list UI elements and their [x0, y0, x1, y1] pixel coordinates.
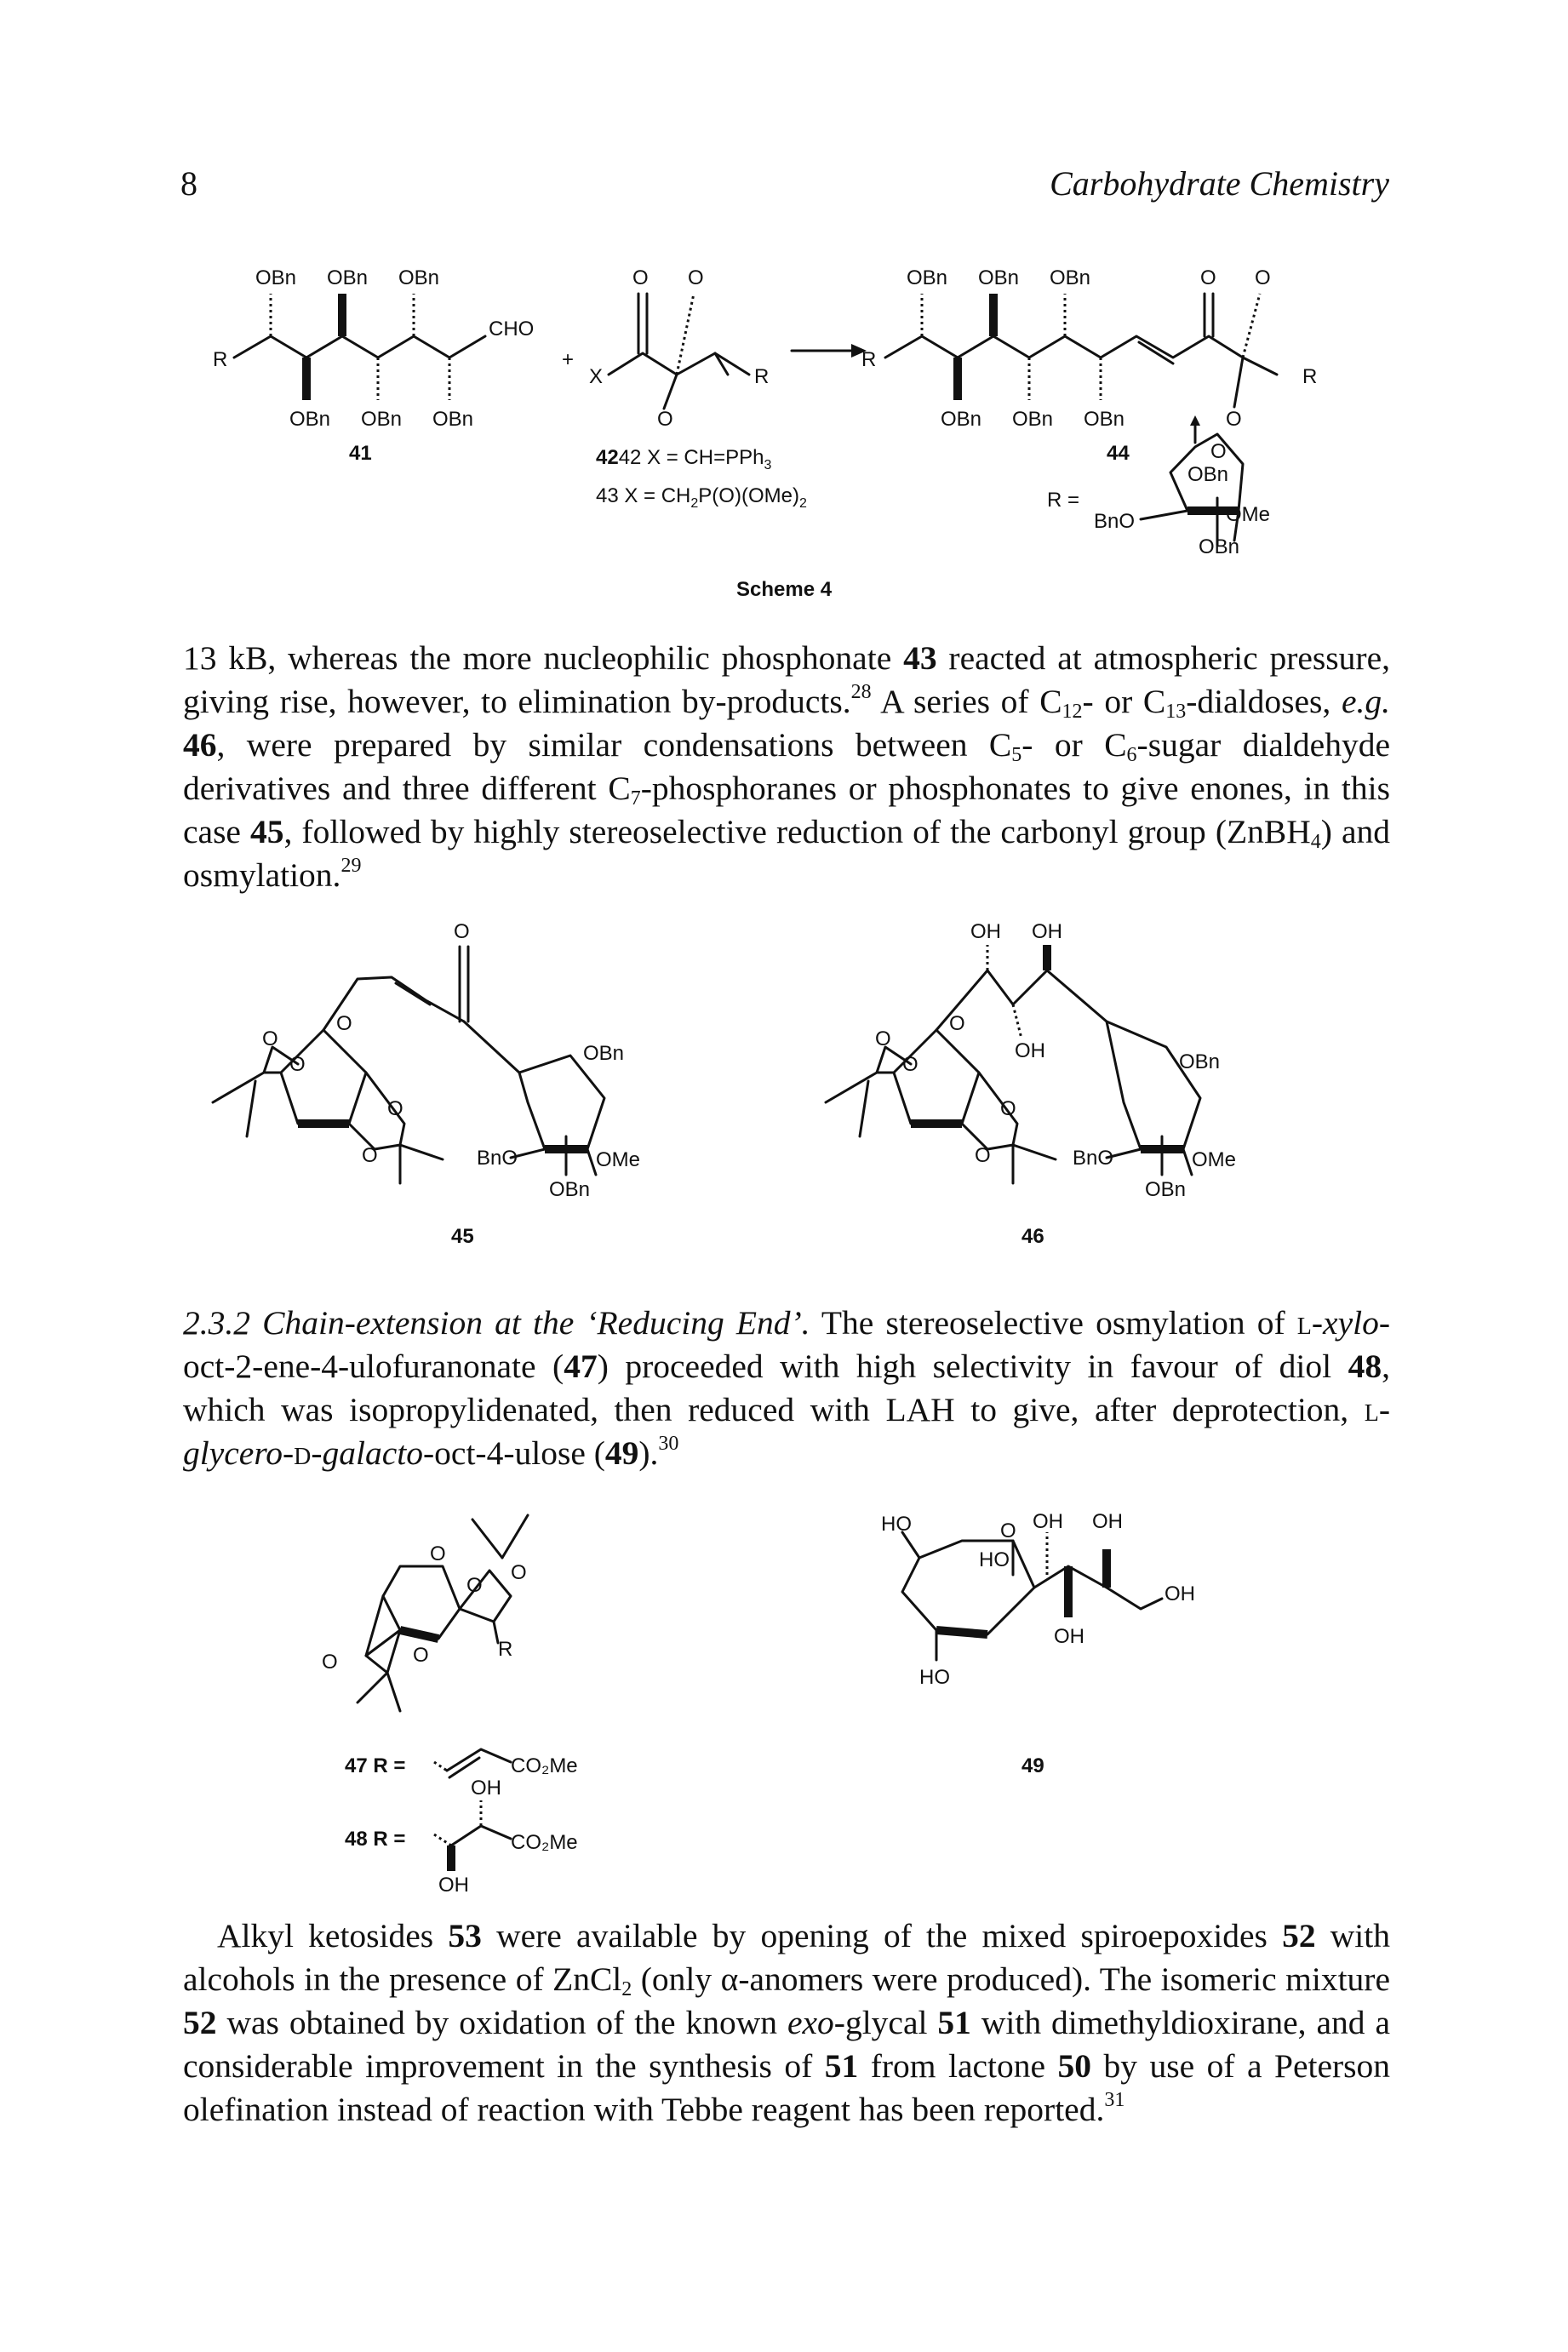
scheme-4-figure: [0, 0, 1568, 613]
label-o: O: [632, 266, 649, 289]
plus-sign: +: [562, 348, 575, 371]
structures-45-46-figure: [0, 919, 1568, 1260]
compound-42-definition: 4242 X = CH=PPh$_3$: [596, 446, 772, 472]
paragraph-3: Alkyl ketosides 53 were available by opening of the mixed spiroepoxides 52 with alcohols in the presence of ZnCl$_2$ (only α-anomers were produced). The isomeric mixture 52 was obtained by oxidation of the known exo-glycal 51 with dimethyldioxirane, and a considerable improvement in the synthesis of 51 from lactone 50 by use of a Peterson olefination instead of reaction with Tebbe reagent has been reported.$^{31}$: [183, 1917, 1391, 2128]
label-o: O: [688, 266, 704, 289]
label-oh: OH: [471, 1777, 501, 1800]
label-obn: OBn: [978, 266, 1020, 289]
label-o: O: [466, 1574, 483, 1597]
label-obn: OBn: [361, 408, 403, 431]
compound-49-structure: [881, 1510, 1195, 1777]
label-o: O: [1226, 408, 1242, 431]
label-oh: OH: [1054, 1625, 1084, 1648]
page-number: 8: [180, 164, 197, 203]
reagent-42-43-structure: [589, 266, 807, 511]
label-o: O: [1255, 266, 1271, 289]
structures-47-49-figure: [0, 1490, 1568, 1898]
compound-45-number: 45: [451, 1225, 474, 1248]
label-o: O: [1000, 1097, 1016, 1120]
compound-43-definition: 43 $X = CH_2P(O)(OMe)_2$: [596, 484, 807, 511]
label-o: O: [413, 1644, 429, 1667]
label-obn: OBn: [1050, 266, 1091, 289]
compound-46-number: 46: [1021, 1225, 1044, 1248]
label-bno: BnO: [1094, 510, 1136, 533]
compound-41-number: 41: [349, 442, 372, 465]
label-o: O: [511, 1561, 527, 1584]
label-o: O: [949, 1012, 965, 1035]
compound-45-structure: [213, 920, 640, 1248]
label-obn: OBn: [255, 266, 297, 289]
label-oh: OH: [1032, 920, 1062, 943]
compound-41-structure: [213, 266, 534, 465]
label-o: O: [454, 920, 470, 943]
compound-44-number: 44: [1107, 442, 1130, 465]
label-o: O: [975, 1144, 991, 1167]
scheme-4-caption: Scheme 4: [736, 578, 833, 601]
label-obn: OBn: [907, 266, 948, 289]
label-ho: HO: [919, 1666, 950, 1689]
label-o: O: [289, 1053, 306, 1076]
compound-46-structure: [826, 920, 1236, 1248]
label-oh: OH: [970, 920, 1001, 943]
label-co2me: CO₂Me: [511, 1754, 578, 1777]
label-oh: OH: [1015, 1039, 1045, 1062]
compound-44-structure: [861, 266, 1317, 465]
label-obn: OBn: [398, 266, 440, 289]
label-r: R: [213, 348, 228, 371]
label-obn: OBn: [1012, 408, 1054, 431]
section-heading-text: Chain-extension at the ‘Reducing End’.: [262, 1304, 810, 1342]
running-head: Carbohydrate Chemistry: [1050, 164, 1389, 203]
label-oh: OH: [1033, 1510, 1063, 1533]
label-r: R: [754, 365, 770, 388]
label-o: O: [902, 1053, 918, 1076]
compound-47-structure: [322, 1515, 578, 1897]
label-bno: BnO: [1073, 1147, 1114, 1170]
label-obn: OBn: [941, 408, 982, 431]
label-o: O: [322, 1651, 338, 1674]
label-o: O: [336, 1012, 352, 1035]
paragraph-1: 13 kB, whereas the more nucleophilic phosphonate 43 reacted at atmospheric pressure, giving rise, however, to elimination by-products.$^{28}$ A series of $C_{12}-$ or $C_{13}$-dialdoses, e.g. 46, were prepared by similar condensations between $C_5-$ or $C_6$-sugar dialdehyde derivatives and three different $C_7$-phosphoranes or phosphonates to give enones, in this case 45, followed by highly stereoselective reduction of the carbonyl group (ZnBH$_4$) and osmylation.$^{29}$: [183, 639, 1390, 894]
label-o: O: [1210, 440, 1227, 463]
label-oh: OH: [438, 1874, 469, 1897]
label-ome: OMe: [1226, 503, 1271, 526]
compound-49-number: 49: [1021, 1754, 1044, 1777]
label-o: O: [430, 1542, 446, 1565]
section-heading: 2.3.2: [183, 1304, 250, 1342]
label-ome: OMe: [1192, 1148, 1237, 1171]
label-obn: OBn: [583, 1042, 625, 1065]
paragraph-2: 2.3.2 Chain-extension at the ‘Reducing End’. The stereoselective osmylation of l-xylo-oct-2-ene-4-ulofuranonate (47) proceeded with high selectivity in favour of diol 48, which was isopropylidenated, then reduced with LAH to give, after deprotection, l-glycero-d-galacto-oct-4-ulose (49).$^{30}$: [183, 1304, 1391, 1472]
label-o: O: [262, 1027, 278, 1050]
r-pyranose-structure: [1047, 415, 1270, 558]
label-x: X: [589, 365, 604, 388]
label-r: R: [861, 348, 877, 371]
label-oh: OH: [1165, 1582, 1195, 1605]
label-o: O: [875, 1027, 891, 1050]
label-ho: HO: [881, 1513, 912, 1536]
label-r: R: [1302, 365, 1318, 388]
label-oh: OH: [1092, 1510, 1123, 1533]
label-obn: OBn: [1084, 408, 1125, 431]
label-cho: CHO: [489, 318, 535, 340]
label-obn: OBn: [289, 408, 331, 431]
label-obn: OBn: [432, 408, 474, 431]
label-obn: OBn: [1199, 535, 1240, 558]
label-o: O: [362, 1144, 378, 1167]
label-obn: OBn: [1145, 1178, 1187, 1201]
label-r-equals: R =: [1047, 489, 1080, 512]
label-obn: OBn: [1179, 1050, 1221, 1073]
label-o: O: [1000, 1519, 1016, 1542]
label-ome: OMe: [596, 1148, 641, 1171]
label-bno: BnO: [477, 1147, 518, 1170]
label-o: O: [387, 1097, 403, 1120]
label-r: R: [498, 1638, 513, 1661]
label-co2me: CO₂Me: [511, 1831, 578, 1854]
label-ho: HO: [979, 1548, 1010, 1571]
label-obn: OBn: [327, 266, 369, 289]
compound-48-r-definition: 48 R =: [345, 1828, 406, 1851]
label-obn: OBn: [1187, 463, 1229, 486]
label-o: O: [657, 408, 673, 431]
label-o: O: [1200, 266, 1216, 289]
compound-47-r-definition: 47 R =: [345, 1754, 406, 1777]
label-obn: OBn: [549, 1178, 591, 1201]
